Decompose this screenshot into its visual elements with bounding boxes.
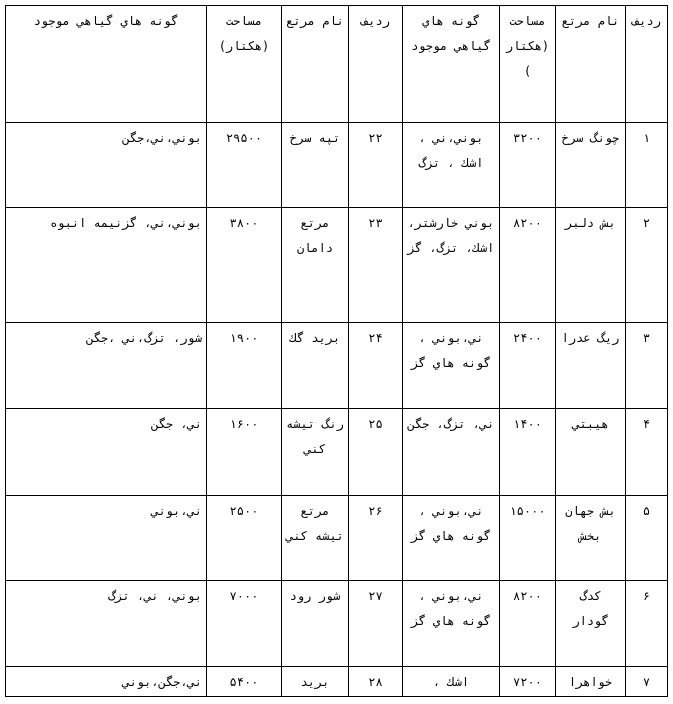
cell-species: اشك ، (403, 667, 500, 697)
cell-species: ني،بوني ، گونه هاي گز (403, 323, 500, 409)
cell-area: ۸۲۰۰ (500, 581, 556, 667)
cell-area: ۱۵۰۰۰ (500, 496, 556, 581)
cell-area: ۷۰۰۰ (207, 581, 282, 667)
table-row (6, 496, 668, 581)
cell-range-name: كدگ گودار (556, 581, 626, 667)
cell-range-name: بش دلبر (556, 208, 626, 323)
rangelands-table (5, 5, 668, 697)
cell-range-name: تپه سرخ (282, 123, 349, 208)
cell-row-number: ۲۳ (349, 208, 403, 323)
cell-range-name: خواهرا (556, 667, 626, 697)
cell-row-number: ۱ (626, 123, 668, 208)
cell-species: ني، تزگ، جگن (403, 409, 500, 496)
cell-row-number: ۲۶ (349, 496, 403, 581)
cell-range-name: هیبتي (556, 409, 626, 496)
cell-area: ۲۴۰۰ (500, 323, 556, 409)
cell-species: بوني، ني، تزگ (6, 581, 207, 667)
cell-range-name: چونگ سرخ (556, 123, 626, 208)
header-species: گونه هاي گیاهي موجود (6, 6, 207, 123)
table-row (6, 581, 668, 667)
cell-species: ني،بوني (6, 496, 207, 581)
cell-area: ۱۶۰۰ (207, 409, 282, 496)
cell-area: ۲۹۵۰۰ (207, 123, 282, 208)
header-row-number: ردیف (349, 6, 403, 123)
cell-species: ني،بوني ، گونه هاي گز (403, 496, 500, 581)
header-range-name: نام مرتع (282, 6, 349, 123)
cell-row-number: ۲۵ (349, 409, 403, 496)
cell-range-name: برید (282, 667, 349, 697)
cell-range-name: مرتع تیشه كني (282, 496, 349, 581)
cell-row-number: ۶ (626, 581, 668, 667)
header-range-name: نام مرتع (556, 6, 626, 123)
cell-row-number: ۷ (626, 667, 668, 697)
cell-species: ني،جگن،بوني (6, 667, 207, 697)
table-row (6, 409, 668, 496)
cell-range-name: ریگ عدرا (556, 323, 626, 409)
cell-row-number: ۲۲ (349, 123, 403, 208)
header-area: مساحت (هکتار) (207, 6, 282, 123)
header-area: مساحت (هکتار) (500, 6, 556, 123)
table-row (6, 323, 668, 409)
cell-species: ني،بوني ، گونه هاي گز (403, 581, 500, 667)
cell-area: ۱۹۰۰ (207, 323, 282, 409)
cell-area: ۵۴۰۰ (207, 667, 282, 697)
cell-range-name: رنگ تیشه كني (282, 409, 349, 496)
cell-area: ۳۲۰۰ (500, 123, 556, 208)
cell-row-number: ۲۷ (349, 581, 403, 667)
table-row (6, 667, 668, 697)
cell-species: ني، جگن (6, 409, 207, 496)
cell-species: بوني،ني ، اشك ، تزگ (403, 123, 500, 208)
cell-species: بوني خارشتر، اشك، تزگ، گز (403, 208, 500, 323)
cell-row-number: ۵ (626, 496, 668, 581)
cell-range-name: بش جهان بخش (556, 496, 626, 581)
cell-row-number: ۲۸ (349, 667, 403, 697)
cell-area: ۲۵۰۰ (207, 496, 282, 581)
table-row (6, 208, 668, 323)
table-header-row (6, 6, 668, 123)
cell-row-number: ۳ (626, 323, 668, 409)
cell-row-number: ۴ (626, 409, 668, 496)
cell-area: ۱۴۰۰ (500, 409, 556, 496)
cell-range-name: شور رود (282, 581, 349, 667)
header-species: گونه هاي گیاهي موجود (403, 6, 500, 123)
cell-species: بوني،ني، گزنیمه انبوه (6, 208, 207, 323)
header-row-number: ردیف (626, 6, 668, 123)
cell-species: شور، تزگ،ني ،جگن (6, 323, 207, 409)
cell-area: ۳۸۰۰ (207, 208, 282, 323)
cell-range-name: برید گك (282, 323, 349, 409)
cell-area: ۸۲۰۰ (500, 208, 556, 323)
cell-row-number: ۲۴ (349, 323, 403, 409)
cell-species: بوني،ني،جگن (6, 123, 207, 208)
cell-row-number: ۲ (626, 208, 668, 323)
cell-range-name: مرتع دامان (282, 208, 349, 323)
cell-area: ۷۲۰۰ (500, 667, 556, 697)
table-row (6, 123, 668, 208)
